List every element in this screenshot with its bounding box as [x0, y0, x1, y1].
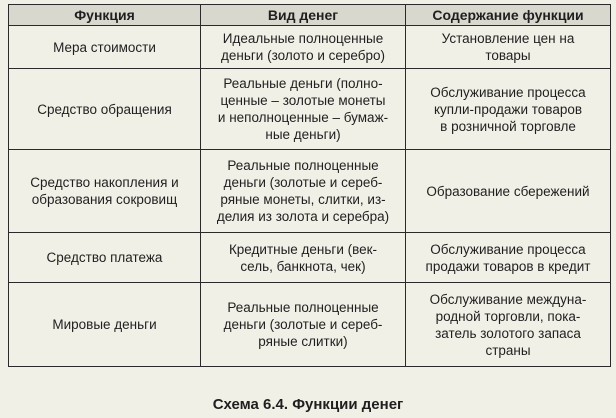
line: ряные монеты, слитки, из-	[220, 192, 386, 207]
table-row	[9, 26, 611, 69]
cell-money-type	[201, 233, 406, 283]
line: сель, банкнота, чек)	[240, 258, 366, 274]
line: и неполноценные – бумаж-	[217, 110, 389, 125]
header-content: Содержание функции	[406, 5, 611, 26]
line: Реальные деньги (полно-	[223, 76, 383, 91]
cell-content	[406, 233, 611, 283]
cell-function: Мировые деньги	[9, 283, 201, 367]
line: Реальные полноценные	[227, 158, 379, 173]
cell-money-type	[201, 150, 406, 233]
line: товары	[485, 48, 531, 63]
cell-function	[9, 150, 201, 233]
header-money-type: Вид денег	[201, 5, 406, 26]
cell-content: Образование сбережений	[406, 150, 611, 233]
line: Кредитные деньги (век-	[228, 241, 378, 257]
line: Обслуживание процесса	[430, 241, 586, 257]
line: затель золотого запаса	[435, 325, 581, 341]
table-header-row	[9, 5, 611, 26]
cell-content	[406, 69, 611, 150]
money-functions-table	[8, 4, 611, 367]
figure-caption: Схема 6.4. Функции денег	[212, 396, 404, 413]
cell-money-type	[201, 283, 406, 367]
line: деньги (золотые и сереб-	[223, 175, 383, 190]
cell-content	[406, 26, 611, 69]
line: ные деньги)	[265, 127, 341, 142]
cell-function: Средство обращения	[9, 69, 201, 150]
table-row	[9, 233, 611, 283]
line: Установление цен на	[441, 31, 575, 46]
line: Реальные полноценные	[227, 300, 379, 315]
table-row	[9, 283, 611, 367]
line: купли-продажи товаров	[433, 101, 583, 117]
cell-function: Средство платежа	[9, 233, 201, 283]
line: деньги (золотые и сереб-	[223, 317, 383, 332]
line: страны	[485, 342, 531, 358]
line: Средство накопления и	[30, 175, 179, 190]
line: в розничной торговле	[440, 118, 576, 134]
header-function: Функция	[9, 5, 201, 26]
line: образования сокровищ	[31, 192, 178, 207]
cell-function: Мера стоимости	[9, 26, 201, 69]
line: ценные – золотые монеты	[220, 93, 386, 108]
line: Обслуживание процесса	[430, 84, 586, 100]
line: Обслуживание междуна-	[429, 291, 587, 307]
line: деньги (золото и серебро)	[220, 48, 386, 63]
line: продажи товаров в кредит	[425, 258, 591, 274]
line: родной торговли, пока-	[435, 308, 581, 324]
table-row	[9, 150, 611, 233]
table-row	[9, 69, 611, 150]
line: Идеальные полноценные	[222, 31, 384, 46]
line: делия из золота и серебра)	[216, 209, 390, 224]
cell-money-type	[201, 69, 406, 150]
cell-content	[406, 283, 611, 367]
cell-money-type	[201, 26, 406, 69]
line: ряные слитки)	[258, 334, 348, 349]
